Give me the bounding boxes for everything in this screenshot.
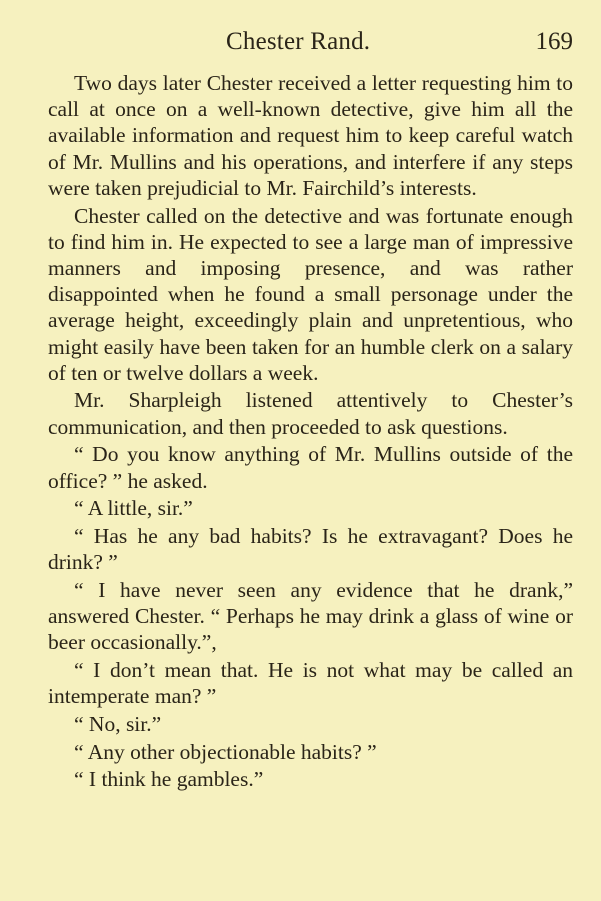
paragraph: “ I think he gambles.” bbox=[74, 767, 264, 792]
body-text bbox=[48, 70, 573, 794]
paragraph: “ A little, sir.” bbox=[74, 496, 193, 521]
paragraph: “ I don’t mean that. He is not what may be called an intemperate man? ” bbox=[48, 657, 573, 709]
paragraph: “ No, sir.” bbox=[74, 711, 162, 736]
running-title: Chester Rand. bbox=[226, 28, 371, 55]
page-number: 169 bbox=[535, 28, 573, 55]
paragraph: Mr. Sharpleigh listened attentively to Chester’s communication, and then proceeded to ask questions. bbox=[48, 388, 573, 439]
paragraph: “ Has he any bad habits? Is he extravagant? Does he drink? ” bbox=[48, 523, 573, 575]
running-header bbox=[48, 22, 573, 62]
paragraph: “ Do you know anything of Mr. Mullins outside of the office? ” he asked. bbox=[48, 442, 573, 493]
paragraph: Two days later Chester received a letter requesting him to call at once on a well-known detective, give him all the available information and request him to keep careful watch of Mr. Mullins and his operations, and interfere if any steps were taken prejudicial to Mr. Fairchild’s interests. bbox=[48, 71, 573, 200]
paragraph: Chester called on the detective and was fortunate enough to find him in. He expected to see a large man of impressive manners and imposing presence, and was rather disappointed when he found a small personage under the average height, exceedingly plain and unpretentious, who might easily have been taken for an humble clerk on a salary of ten or twelve dollars a week. bbox=[48, 203, 573, 385]
paragraph: “ Any other objectionable habits? ” bbox=[74, 739, 377, 764]
paragraph: “ I have never seen any evidence that he drank,” answered Chester. “ Perhaps he may drink a glass of wine or beer occasionally.”, bbox=[48, 577, 573, 655]
